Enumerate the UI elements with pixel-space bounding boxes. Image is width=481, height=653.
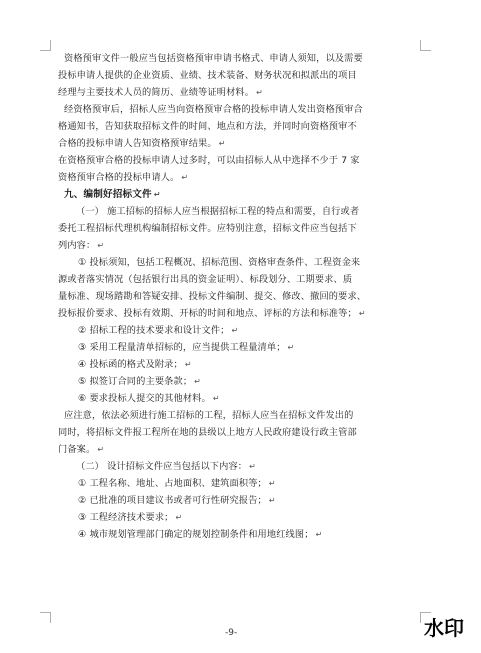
text-line	[58, 237, 426, 254]
paragraph-mark-icon: ↵	[287, 343, 295, 352]
line-text: ④ 投标函的格式及附录；	[78, 359, 183, 370]
line-text: ③ 工程经济技术要求；	[78, 512, 174, 523]
paragraph-mark-icon: ↵	[194, 377, 202, 386]
paragraph-mark-icon: ↵	[231, 326, 239, 335]
paragraph-mark-icon: ↵	[256, 88, 263, 97]
text-line	[58, 509, 426, 526]
line-text: ⑥ 要求投标人提交的其他材料。	[78, 393, 211, 404]
line-text: 委托工程招标代理机构编制招标文件。应特别注意，招标文件应当包括下	[58, 223, 357, 234]
paragraph-mark-icon: ↵	[358, 309, 366, 318]
line-text: ③ 采用工程量清单招标的，应当提供工程量清单；	[78, 342, 286, 353]
paragraph-mark-icon: ↵	[268, 479, 276, 488]
line-text: 量标准、现场踏勘和答疑安排、投标文件编制、提交、修改、撤回的要求、	[58, 291, 367, 302]
line-text: 九、编制好招标文件	[64, 189, 152, 200]
text-line	[58, 458, 426, 475]
line-text: （一） 施工招标的招标人应当根据招标工程的特点和需要，自行或者	[76, 206, 360, 217]
text-line	[58, 101, 426, 118]
line-text: 经理与主要技术人员的简历、业绩等证明材料。	[58, 87, 255, 98]
text-line	[58, 67, 426, 84]
margin-corner-top-left	[40, 40, 51, 51]
text-line	[58, 390, 426, 407]
paragraph-mark-icon: ↵	[268, 496, 276, 505]
line-text: 格通知书，告知获取招标文件的时间、地点和方法，并同时向资格预审不	[58, 121, 357, 132]
line-text: 在资格预审合格的投标申请人过多时，可以由招标人从中选择不少于 7 家	[58, 155, 360, 166]
line-text: 同时，将招标文件报工程所在地的县级以上地方人民政府建设行政主管部	[58, 427, 357, 438]
text-line	[58, 169, 426, 186]
text-line	[58, 305, 426, 322]
text-line	[58, 152, 426, 169]
text-line	[58, 50, 426, 67]
line-text: 资格预审文件一般应当包括资格预审申请书格式、申请人须知，以及需要	[64, 53, 363, 64]
paragraph-mark-icon: ↵	[184, 360, 192, 369]
document-body	[58, 50, 426, 543]
text-line	[58, 84, 426, 101]
line-text: 资格预审合格的投标申请人。	[58, 172, 180, 183]
paragraph-mark-icon: ↵	[153, 190, 161, 199]
text-line	[58, 475, 426, 492]
line-text: ④ 城市规划管理部门确定的规划控制条件和用地红线图；	[78, 529, 314, 540]
margin-corner-bottom-left	[40, 612, 51, 623]
text-line	[58, 526, 426, 543]
line-text: 投标报价要求、投标有效期、开标的时间和地点、评标的方法和标准等；	[58, 308, 357, 319]
line-text: 合格的投标申请人告知资格预审结果。	[58, 138, 217, 149]
text-line	[58, 271, 426, 288]
line-text: ① 投标须知，包括工程概况、招标范围、资格审查条件、工程资金来	[78, 257, 361, 268]
watermark-text: 水印	[424, 616, 464, 640]
text-line	[58, 203, 426, 220]
paragraph-mark-icon: ↵	[249, 462, 257, 471]
paragraph-mark-icon: ↵	[218, 139, 226, 148]
line-text: ⑤ 拟签订合同的主要条款；	[78, 376, 193, 387]
text-line	[58, 424, 426, 441]
text-line	[58, 135, 426, 152]
text-line	[58, 254, 426, 271]
line-text: 列内容：	[58, 240, 96, 251]
line-text: ② 招标工程的技术要求和设计文件；	[78, 325, 230, 336]
line-text: ② 已批准的项目建议书或者可行性研究报告；	[78, 495, 267, 506]
text-line	[58, 356, 426, 373]
text-line	[58, 441, 426, 458]
text-line	[58, 492, 426, 509]
paragraph-mark-icon: ↵	[97, 241, 105, 250]
line-text: 投标申请人提供的企业资质、业绩、技术装备、财务状况和拟派出的项目	[58, 70, 357, 81]
paragraph-mark-icon: ↵	[175, 513, 183, 522]
paragraph-mark-icon: ↵	[97, 445, 105, 454]
page-number: -9-	[225, 628, 238, 638]
line-text: 门备案。	[58, 444, 96, 455]
paragraph-mark-icon: ↵	[212, 394, 220, 403]
paragraph-mark-icon: ↵	[181, 173, 189, 182]
text-line	[58, 373, 426, 390]
line-text: 经资格预审后，招标人应当向资格预审合格的投标申请人发出资格预审合	[64, 104, 363, 115]
text-line	[58, 220, 426, 237]
line-text: ① 工程名称、地址、占地面积、建筑面积等；	[78, 478, 267, 489]
text-line	[58, 288, 426, 305]
line-text: 应注意，依法必须进行施工招标的工程，招标人应当在招标文件发出的	[64, 410, 354, 421]
paragraph-mark-icon: ↵	[315, 530, 323, 539]
line-text: （二） 设计招标文件应当包括以下内容：	[76, 461, 248, 472]
text-line	[58, 322, 426, 339]
section-heading	[58, 186, 426, 203]
text-line	[58, 407, 426, 424]
text-line	[58, 339, 426, 356]
text-line	[58, 118, 426, 135]
line-text: 源或者落实情况（包括银行出具的资金证明）、标段划分、工期要求、质	[58, 274, 353, 285]
